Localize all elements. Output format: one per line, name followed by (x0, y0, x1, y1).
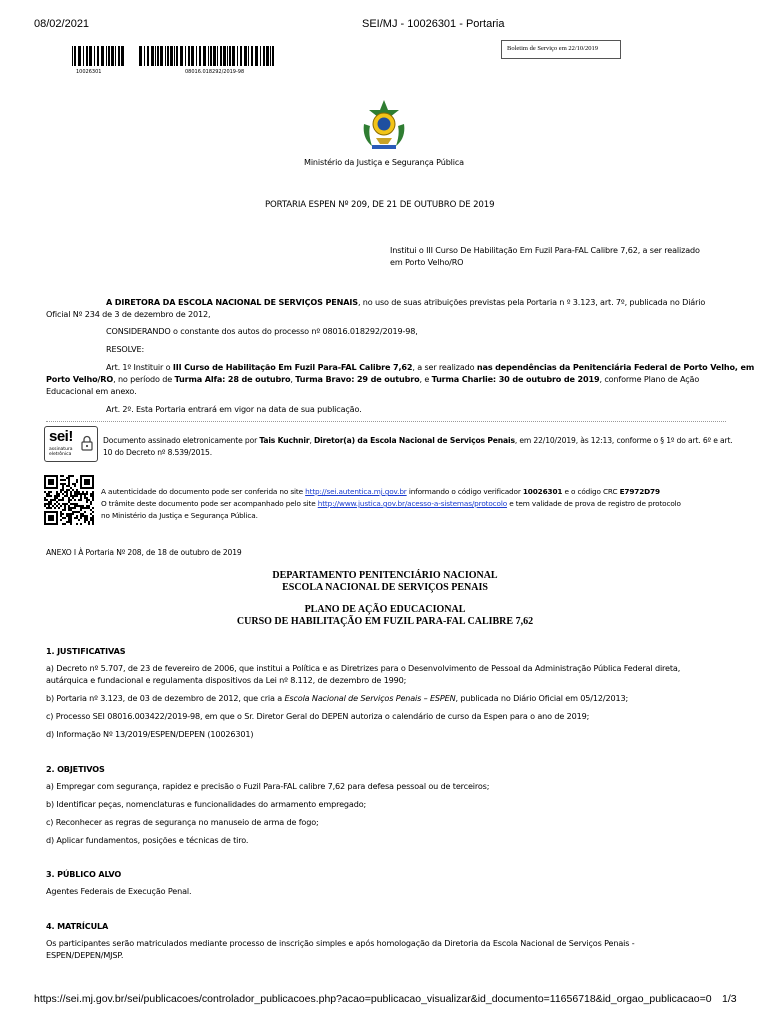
auth-line-1: A autenticidade do documento pode ser conferida no site http://sei.autentica.mj.gov.br informando o código verificador 10026301 e o código CRC E7972D79 (101, 487, 660, 496)
s2-item-b: b) Identificar peças, nomenclaturas e funcionalidades do armamento empregado; (46, 799, 367, 809)
auth-line-3: no Ministério da Justiça e Segurança Pública. (101, 511, 258, 520)
art1-line-3: Educacional em anexo. (46, 386, 137, 396)
s2-item-c: c) Reconhecer as regras de segurança no manuseio de arma de fogo; (46, 817, 319, 827)
s2-item-a: a) Empregar com segurança, rapidez e precisão o Fuzil Para-FAL calibre 7,62 para defesa pessoal ou de terceiros; (46, 781, 490, 791)
annex-plan-1: PLANO DE AÇÃO EDUCACIONAL (304, 604, 466, 615)
art1-line-1: Art. 1º Instituir o III Curso de Habilitação Em Fuzil Para-FAL Calibre 7,62, a ser realizado nas dependências da Penitenciária Federal de Porto Velho, em (106, 362, 755, 372)
sei-logo-sub-2: eletrônica (49, 452, 72, 457)
ementa-line-2: em Porto Velho/RO (390, 257, 464, 267)
sei-logo-sub-1: assinatura (49, 447, 73, 452)
barcode-left (72, 46, 128, 66)
annex-plan-2: CURSO DE HABILITAÇÃO EM FUZIL PARA-FAL CALIBRE 7,62 (236, 616, 534, 627)
s1-item-a-line-2: autárquica e fundacional e regulamenta dispositivos da Lei nº 8.112, de dezembro de 1990; (46, 675, 407, 685)
boletim-text: Boletim de Serviço em 22/10/2019 (507, 45, 598, 52)
preamble-line-2: Oficial Nº 234 de 3 de dezembro de 2012, (46, 309, 211, 319)
s1-item-a-line-1: a) Decreto nº 5.707, de 23 de fevereiro de 2006, que institui a Política e as Diretrizes para o Desenvolvimento de Pessoal da Administração Pública Federal direta, (46, 663, 681, 673)
resolve: RESOLVE: (106, 344, 145, 354)
section-3-title: 3. PÚBLICO ALVO (46, 869, 122, 879)
sei-logo-text: sei! (49, 428, 73, 445)
barcode-right (139, 46, 277, 66)
signature-line-2: 10 do Decreto nº 8.539/2015. (103, 448, 212, 457)
s2-item-d: d) Aplicar fundamentos, posições e técnicas de tiro. (46, 835, 249, 845)
coat-of-arms-icon (358, 98, 410, 152)
qr-code (44, 475, 96, 527)
art2: Art. 2º. Esta Portaria entrará em vigor na data de sua publicação. (106, 404, 362, 414)
section-1-title: 1. JUSTIFICATIVAS (46, 646, 126, 656)
s4-line-2: ESPEN/DEPEN/MJSP. (46, 950, 124, 960)
portaria-title: PORTARIA ESPEN Nº 209, DE 21 DE OUTUBRO DE 2019 (265, 200, 495, 210)
print-url: https://sei.mj.gov.br/sei/publicacoes/controlador_publicacoes.php?acao=publicacao_visualizar&id_documento=11656718&id_orgao_publicacao=0 (34, 993, 712, 1005)
print-page-number: 1/3 (722, 993, 737, 1005)
art1-line-2: Porto Velho/RO, no período de Turma Alfa: 28 de outubro, Turma Bravo: 29 de outubro, e Turma Charlie: 30 de outubro de 2019, conforme Plano de Ação (46, 374, 700, 384)
auth-link[interactable]: http://sei.autentica.mj.gov.br (305, 487, 407, 496)
print-date: 08/02/2021 (34, 18, 90, 30)
considerando: CONSIDERANDO o constante dos autos do processo nº 08016.018292/2019-98, (106, 326, 418, 336)
s3-text: Agentes Federais de Execução Penal. (46, 886, 192, 896)
preamble-line-1: A DIRETORA DA ESCOLA NACIONAL DE SERVIÇOS PENAIS, no uso de suas atribuições previstas pela Portaria n º 3.123, art. 7º, publicada no Diário (106, 297, 706, 307)
section-4-title: 4. MATRÍCULA (46, 921, 109, 931)
ementa-line-1: Institui o III Curso De Habilitação Em Fuzil Para-FAL Calibre 7,62, a ser realizado (390, 245, 700, 255)
print-title: SEI/MJ - 10026301 - Portaria (362, 18, 505, 30)
s4-line-1: Os participantes serão matriculados mediante processo de inscrição simples e após homologação da Diretoria da Escola Nacional de Serviços Penais - (46, 938, 635, 948)
s1-item-c: c) Processo SEI 08016.003422/2019-98, em que o Sr. Diretor Geral do DEPEN autoriza o calendário de curso da Espen para o ano de 2019; (46, 711, 590, 721)
s1-item-b: b) Portaria nº 3.123, de 03 de dezembro de 2012, que cria a Escola Nacional de Serviços Penais – ESPEN, publicada no Diário Oficial em 05/12/2013; (46, 693, 629, 703)
signature-line-1: Documento assinado eletronicamente por Tais Kuchnir, Diretor(a) da Escola Nacional de Serviços Penais, em 22/10/2019, às 12:13, conforme o § 1º do art. 6º e art. (103, 436, 733, 445)
annex-dept-1: DEPARTAMENTO PENITENCIÁRIO NACIONAL (272, 570, 498, 581)
protocol-link[interactable]: http://www.justica.gov.br/acesso-a-sistemas/protocolo (317, 499, 508, 508)
annex-reference: ANEXO I À Portaria Nº 208, de 18 de outubro de 2019 (46, 548, 242, 557)
annex-dept-2: ESCOLA NACIONAL DE SERVIÇOS PENAIS (282, 582, 488, 593)
s1-item-d: d) Informação Nº 13/2019/ESPEN/DEPEN (10026301) (46, 729, 254, 739)
section-2-title: 2. OBJETIVOS (46, 764, 105, 774)
lock-icon (81, 435, 93, 451)
auth-line-2: O trâmite deste documento pode ser acompanhado pelo site http://www.justica.gov.br/acesso-a-sistemas/protocolo e tem validade de prova de registro de protocolo (101, 499, 681, 508)
separator (46, 421, 726, 422)
ministry-name: Ministério da Justiça e Segurança Pública (304, 157, 464, 167)
sei-signature-logo (44, 426, 98, 462)
barcode-right-number: 08016.018292/2019-98 (185, 69, 245, 75)
barcode-left-number: 10026301 (76, 69, 102, 75)
